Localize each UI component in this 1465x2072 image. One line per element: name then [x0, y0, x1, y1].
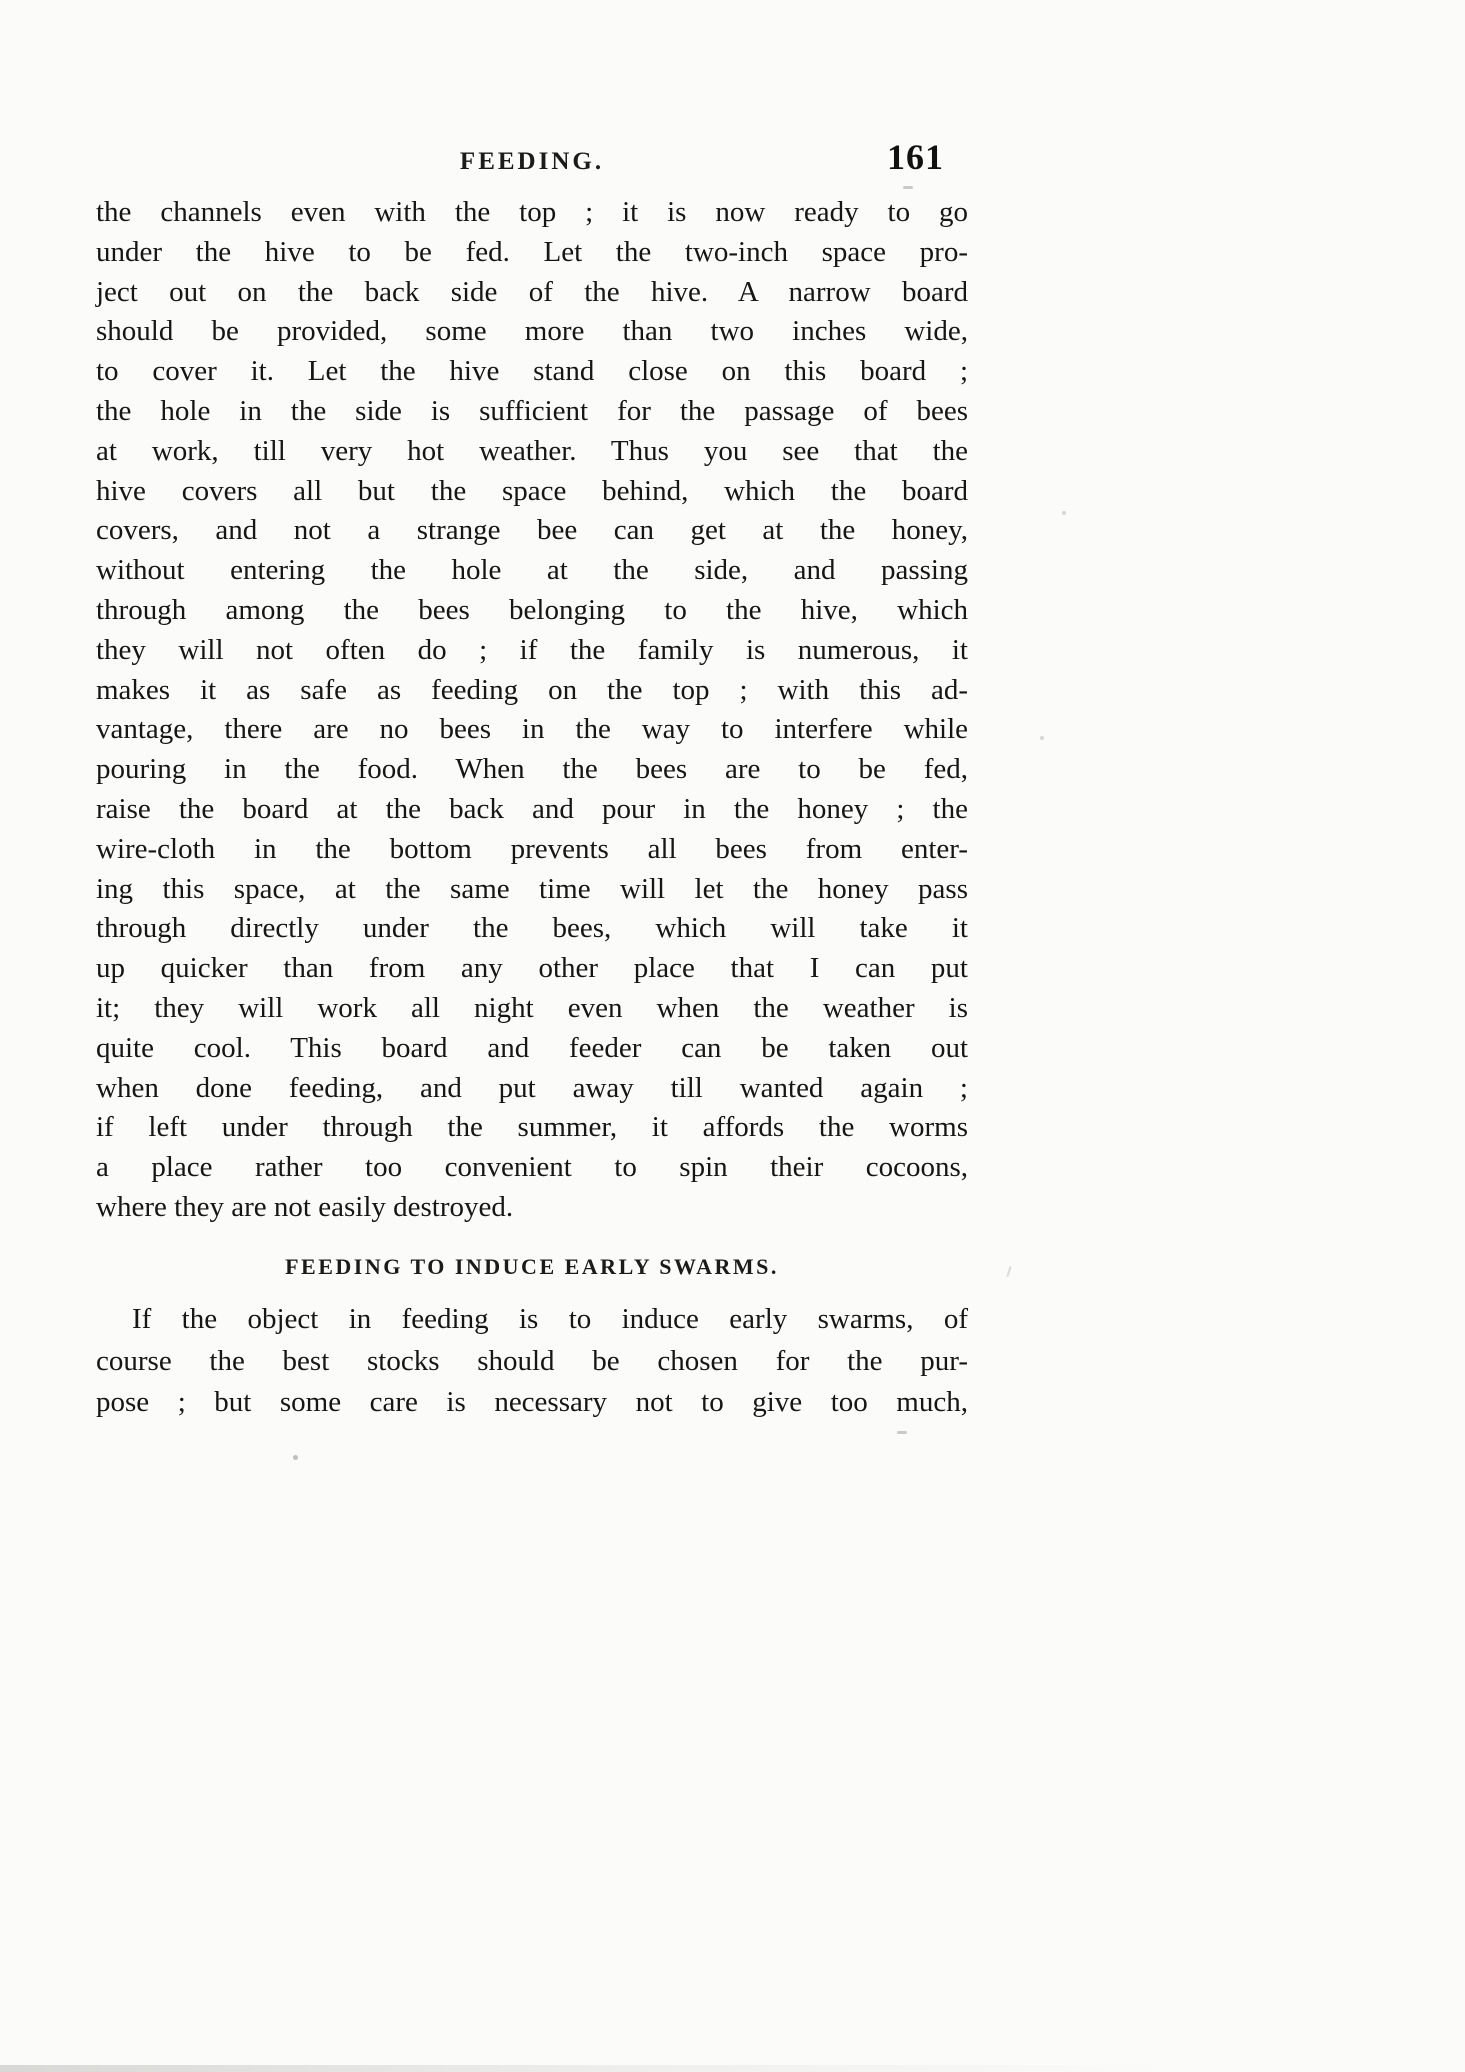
scan-speck	[293, 1455, 298, 1460]
text-line: makes it as safe as feeding on the top ; with this ad-	[96, 673, 968, 706]
scan-speck	[1006, 1266, 1011, 1277]
text-line: covers, and not a strange bee can get at the honey,	[96, 514, 968, 547]
text-line: course the best stocks should be chosen for the pur-	[96, 1344, 968, 1377]
text-line: If the object in feeding is to induce early swarms, of	[132, 1303, 968, 1335]
text-line: hive covers all but the space behind, which the board	[96, 474, 968, 507]
text-line: pose ; but some care is necessary not to give too much,	[96, 1386, 968, 1419]
scan-speck	[1040, 736, 1044, 740]
text-line: under the hive to be fed. Let the two-inch space pro-	[96, 235, 968, 268]
text-line: up quicker than from any other place that I can put	[96, 952, 968, 985]
text-line: vantage, there are no bees in the way to interfere while	[96, 713, 968, 746]
running-title: FEEDING.	[459, 148, 605, 175]
text-line: ject out on the back side of the hive. A narrow board	[96, 275, 968, 308]
text-line: if left under through the summer, it affords the worms	[96, 1111, 968, 1144]
text-line: through directly under the bees, which will take it	[96, 912, 968, 945]
text-line: when done feeding, and put away till wanted again ;	[96, 1071, 968, 1104]
text-line: ing this space, at the same time will let the honey pass	[96, 872, 968, 905]
body-paragraph-induce-swarms	[96, 1299, 968, 1424]
page-header	[96, 137, 968, 186]
text-line: where they are not easily destroyed.	[96, 1190, 514, 1223]
text-line: they will not often do ; if the family is numerous, it	[96, 633, 968, 666]
text-line: a place rather too convenient to spin their cocoons,	[96, 1151, 968, 1184]
text-line: the channels even with the top ; it is now ready to go	[96, 196, 968, 228]
text-line: without entering the hole at the side, and passing	[96, 554, 968, 587]
scan-speck	[1062, 511, 1066, 515]
text-line: it; they will work all night even when the weather is	[96, 991, 968, 1024]
text-line: the hole in the side is sufficient for the passage of bees	[96, 394, 968, 427]
text-line: raise the board at the back and pour in the honey ; the	[96, 792, 968, 825]
text-line: should be provided, some more than two inches wide,	[96, 315, 968, 348]
text-line: at work, till very hot weather. Thus you see that the	[96, 434, 968, 467]
text-line: wire-cloth in the bottom prevents all bees from enter-	[96, 832, 968, 865]
text-line: pouring in the food. When the bees are to be fed,	[96, 753, 968, 786]
body-paragraph-continuation	[96, 193, 968, 1228]
scan-speck	[903, 186, 913, 189]
section-heading: FEEDING TO INDUCE EARLY SWARMS.	[285, 1254, 779, 1279]
text-line: quite cool. This board and feeder can be taken out	[96, 1031, 968, 1064]
page-number: 161	[887, 137, 944, 177]
text-line: to cover it. Let the hive stand close on this board ;	[96, 355, 968, 388]
page-edge-shadow	[0, 2065, 1465, 2072]
text-line: through among the bees belonging to the hive, which	[96, 593, 968, 626]
scan-speck	[897, 1431, 907, 1434]
